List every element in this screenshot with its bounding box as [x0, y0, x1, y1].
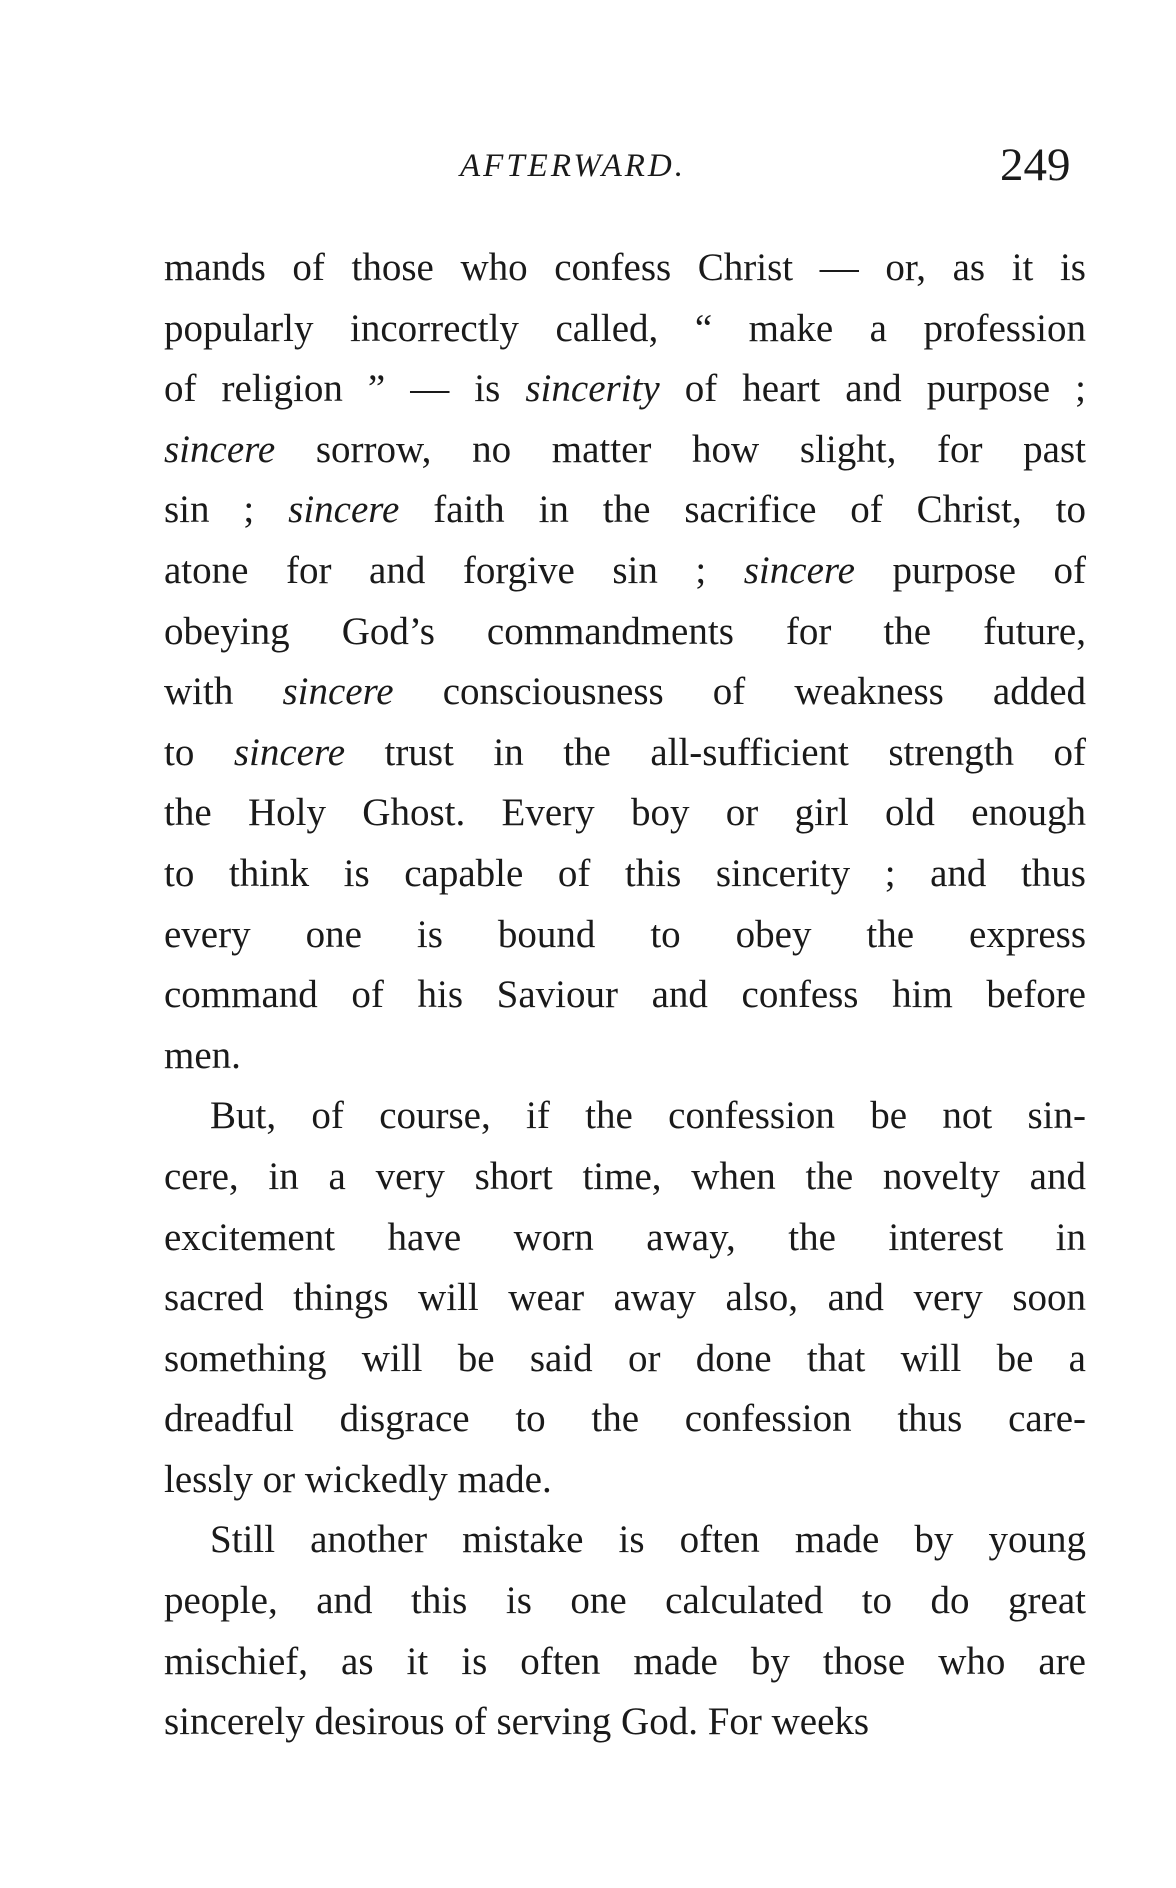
text-segment: consciousness of weakness added	[393, 670, 1087, 714]
text-segment: mands of those who confess Christ — or, as it is	[164, 246, 1086, 289]
text-segment: something will be said or done that will be a	[164, 1336, 1086, 1380]
text-segment: sacred things will wear away also, and very soon	[164, 1276, 1086, 1320]
text-line	[164, 1632, 1086, 1693]
text-line	[164, 1268, 1086, 1329]
text-line	[164, 420, 1086, 481]
text-line	[164, 1147, 1086, 1208]
text-segment: obeying God’s commandments for the future,	[164, 609, 1086, 653]
text-line	[164, 299, 1086, 360]
body-text	[164, 238, 1086, 1753]
text-line	[164, 905, 1086, 966]
italic-word: sincere	[288, 488, 400, 532]
text-line	[164, 783, 1086, 844]
page-number: 249	[1000, 139, 1071, 191]
italic-word: sincere	[282, 670, 394, 714]
text-line	[164, 1086, 1086, 1147]
text-line	[164, 844, 1086, 905]
text-line	[164, 1329, 1086, 1390]
text-segment: mischief, as it is often made by those who are	[164, 1639, 1086, 1683]
text-segment: sin ;	[164, 488, 289, 532]
text-line	[164, 541, 1086, 602]
text-segment: popularly incorrectly called, “ make a profession	[164, 306, 1086, 350]
text-line	[164, 965, 1086, 1026]
text-segment: every one is bound to obey the express	[164, 912, 1086, 956]
running-title: AFTERWARD.	[460, 148, 686, 184]
text-segment: command of his Saviour and confess him before	[164, 973, 1086, 1017]
text-segment: excitement have worn away, the interest in	[164, 1215, 1086, 1259]
text-line	[164, 1692, 1086, 1753]
text-line	[164, 1450, 1086, 1511]
text-line	[164, 1571, 1086, 1632]
text-line	[164, 359, 1086, 420]
paragraph	[164, 238, 1086, 1086]
text-segment: dreadful disgrace to the confession thus care-	[164, 1397, 1086, 1441]
text-segment: of religion ” — is	[164, 367, 526, 411]
text-segment: purpose of	[854, 548, 1086, 592]
text-segment: to	[164, 730, 234, 774]
text-line	[164, 602, 1086, 663]
text-line	[164, 238, 1086, 299]
text-line	[164, 1208, 1086, 1269]
text-segment: trust in the all-sufficient strength of	[345, 730, 1086, 774]
text-segment: atone for and forgive sin ;	[164, 548, 744, 592]
text-segment: lessly or wickedly made.	[164, 1457, 552, 1501]
italic-word: sincere	[164, 427, 276, 471]
text-segment: Still another mistake is often made by young	[210, 1518, 1086, 1562]
text-line	[164, 1026, 1086, 1087]
text-line	[164, 662, 1086, 723]
text-segment: the Holy Ghost. Every boy or girl old enough	[164, 791, 1086, 835]
running-header	[0, 139, 1176, 206]
paragraph	[164, 1510, 1086, 1752]
text-segment: to think is capable of this sincerity ; and thus	[164, 851, 1086, 895]
italic-word: sincere	[233, 730, 346, 774]
text-segment: sorrow, no matter how slight, for past	[275, 427, 1086, 471]
text-line	[164, 480, 1086, 541]
text-segment: But, of course, if the confession be not sin-	[210, 1094, 1086, 1138]
italic-word: sincere	[743, 548, 855, 592]
text-segment: faith in the sacrifice of Christ, to	[399, 488, 1086, 532]
text-line	[164, 1510, 1086, 1571]
text-segment: cere, in a very short time, when the novelty and	[164, 1154, 1086, 1198]
text-segment: people, and this is one calculated to do great	[164, 1579, 1086, 1623]
text-segment: men.	[164, 1033, 241, 1077]
text-segment: sincerely desirous of serving God. For weeks	[164, 1700, 870, 1744]
text-line	[164, 1389, 1086, 1450]
text-segment: with	[164, 670, 283, 714]
italic-word: sincerity	[525, 367, 660, 411]
text-segment: of heart and purpose ;	[659, 367, 1086, 411]
paragraph	[164, 1086, 1086, 1510]
text-line	[164, 723, 1086, 784]
